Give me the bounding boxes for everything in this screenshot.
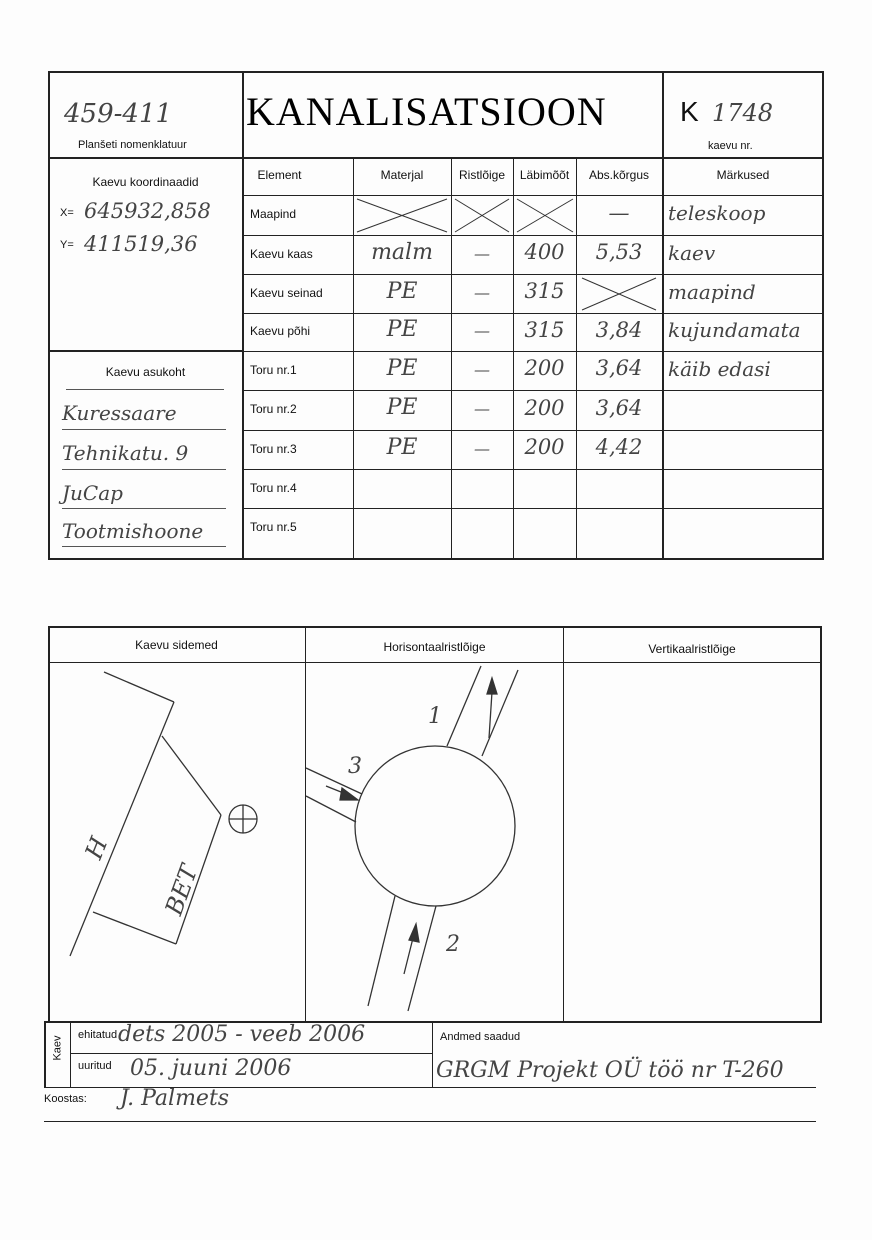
cell-abs: 4,42 xyxy=(595,435,643,460)
form-title: KANALISATSIOON xyxy=(246,89,607,134)
cell-markused: teleskoop xyxy=(668,201,766,226)
well-number: 1748 xyxy=(712,99,774,127)
cell-ristloige: — xyxy=(474,438,490,458)
plan-number: 459-411 xyxy=(64,99,173,129)
th-ristloige: Ristlõige xyxy=(458,168,506,182)
cell-ristloige: — xyxy=(474,282,490,302)
pipe-label-3: 3 xyxy=(348,754,362,779)
y-coordinate: 411519,36 xyxy=(84,232,198,256)
th-element: Element xyxy=(257,168,302,182)
kaev-label: Kaev xyxy=(51,1035,64,1061)
andmed-label: Andmed saadud xyxy=(440,1031,521,1043)
cell-materjal: PE xyxy=(386,355,418,381)
cell-abs: 3,64 xyxy=(595,395,643,420)
cell-ristloige: — xyxy=(474,399,490,419)
koostas-label: Koostas: xyxy=(44,1093,87,1105)
th-labimoot: Läbimõõt xyxy=(519,168,570,182)
uuritud-value: 05. juuni 2006 xyxy=(130,1056,292,1081)
cell-materjal: malm xyxy=(371,239,433,265)
cell-materjal: PE xyxy=(386,317,418,343)
cell-element: Toru nr.3 xyxy=(250,441,297,456)
tie-label-bet: BET xyxy=(159,861,204,919)
cell-element: Maapind xyxy=(250,207,297,221)
cell-materjal: PE xyxy=(386,278,418,304)
cell-abs: 3,64 xyxy=(595,356,643,381)
location-line-1: Kuressaare xyxy=(62,401,177,425)
ehitatud-value: dets 2005 - veeb 2006 xyxy=(118,1022,366,1047)
location-label: Kaevu asukoht xyxy=(105,365,186,379)
uuritud-label: uuritud xyxy=(78,1060,112,1072)
well-data-form xyxy=(48,71,824,560)
cell-materjal: PE xyxy=(386,395,418,421)
th-materjal: Materjal xyxy=(380,168,424,182)
well-prefix: K xyxy=(680,96,699,127)
cell-abs: 5,53 xyxy=(595,240,643,265)
tie-label-h: H xyxy=(79,833,114,863)
tie-sketch xyxy=(44,626,306,1023)
cell-element: Toru nr.1 xyxy=(250,362,297,377)
andmed-value: GRGM Projekt OÜ töö nr T-260 xyxy=(436,1058,784,1083)
well-label: kaevu nr. xyxy=(708,140,753,152)
cell-markused: käib edasi xyxy=(668,356,771,381)
cell-ristloige: — xyxy=(474,321,490,341)
coordinates-label: Kaevu koordinaadid xyxy=(92,175,199,189)
cell-element: Toru nr.2 xyxy=(250,402,297,416)
pipe-label-2: 2 xyxy=(446,932,460,957)
cell-ristloige: — xyxy=(474,359,490,379)
cell-labimoot: 315 xyxy=(524,317,565,342)
crossed-cells xyxy=(48,71,824,560)
horizontal-section-sketch xyxy=(306,626,564,1023)
section-sidemed: Kaevu sidemed xyxy=(135,638,218,652)
cell-abs: 3,84 xyxy=(595,317,643,342)
section-vertikaal: Vertikaalristlõige xyxy=(648,642,736,656)
y-prefix: Y= xyxy=(60,239,74,251)
location-line-2: Tehnikatu. 9 xyxy=(62,441,189,465)
cell-element: Toru nr.5 xyxy=(250,520,297,534)
cell-element: Toru nr.4 xyxy=(250,480,297,495)
cell-element: Kaevu põhi xyxy=(250,324,311,338)
sketch-area xyxy=(44,626,822,1023)
cell-materjal: PE xyxy=(386,434,418,460)
cell-labimoot: 315 xyxy=(524,279,565,304)
cell-markused: kujundamata xyxy=(668,318,801,343)
cell-markused: maapind xyxy=(668,279,756,304)
cell-element: Kaevu kaas xyxy=(250,246,313,261)
cell-labimoot: 200 xyxy=(524,356,565,381)
x-coordinate: 645932,858 xyxy=(84,199,211,223)
pipe-label-1: 1 xyxy=(428,704,442,729)
cell-markused: kaev xyxy=(668,240,716,265)
plan-label: Planšeti nomenklatuur xyxy=(78,139,187,151)
cell-element: Kaevu seinad xyxy=(250,285,323,300)
th-abs: Abs.kõrgus xyxy=(588,168,650,182)
ehitatud-label: ehitatud xyxy=(78,1029,118,1041)
cell-labimoot: 200 xyxy=(524,435,565,460)
cell-labimoot: 200 xyxy=(524,395,565,420)
location-line-4: Tootmishoone xyxy=(62,519,204,543)
cell-abs: — xyxy=(608,200,630,225)
koostas-value: J. Palmets xyxy=(120,1086,230,1111)
th-markused: Märkused xyxy=(716,168,770,182)
section-horisontaal: Horisontaalristlõige xyxy=(383,640,486,654)
cell-ristloige: — xyxy=(474,243,490,263)
location-line-3: JuCap xyxy=(62,481,123,505)
x-prefix: X= xyxy=(60,207,74,219)
cell-labimoot: 400 xyxy=(524,240,565,265)
